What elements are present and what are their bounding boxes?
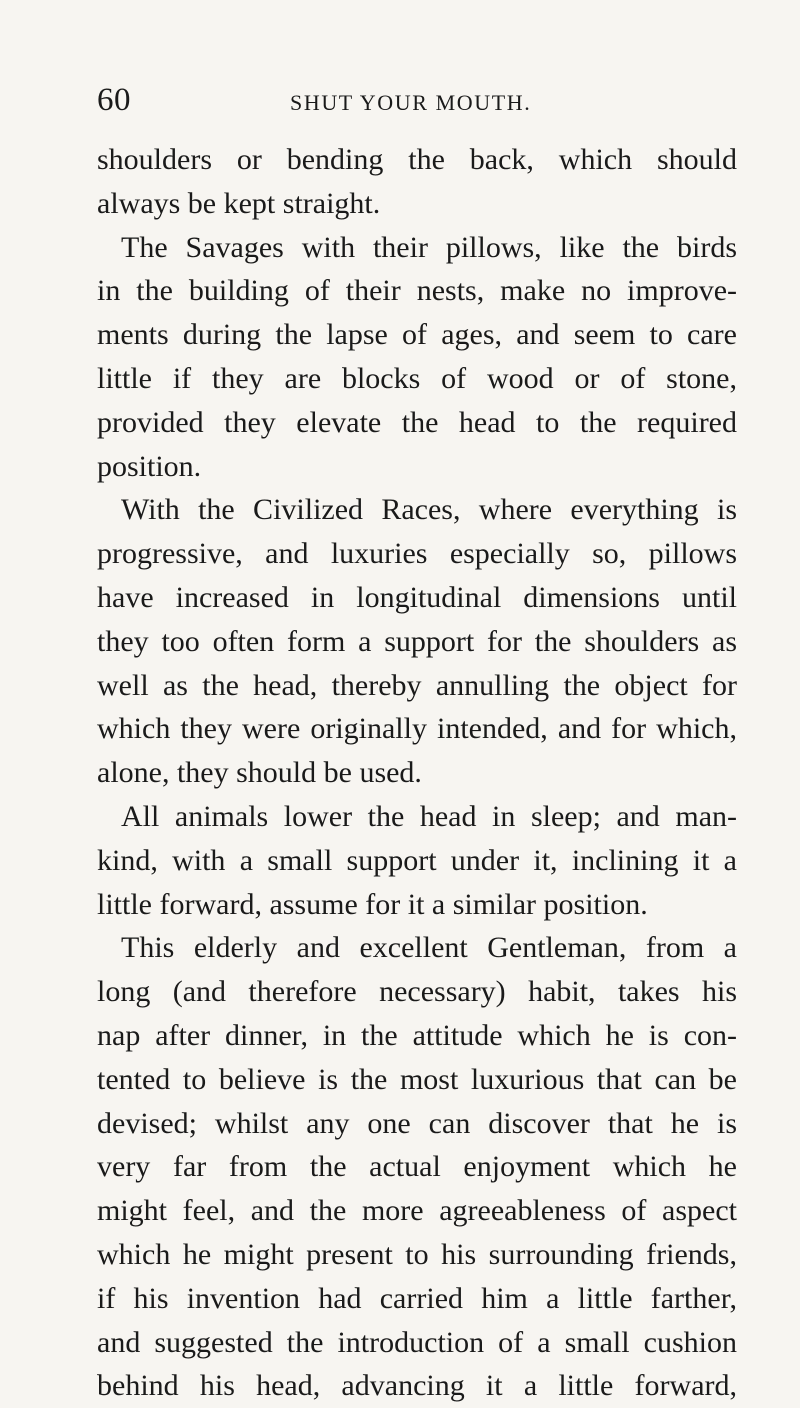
text-line: little if they are blocks of wood or of stone, [97,361,737,395]
text-line: shoulders or bending the back, which should [97,143,737,176]
text-line: and suggested the introduction of a small cushion [97,1325,737,1359]
text-line: provided they elevate the head to the required [97,405,737,439]
text-line: ments during the lapse of ages, and seem to care [97,318,737,352]
page-header [97,82,737,122]
text-line: kind, with a small support under it, inclining it a [97,843,737,877]
text-line: This elderly and excellent Gentleman, from a [121,931,737,965]
text-line: tented to believe is the most luxurious that can be [97,1062,737,1096]
text-line: position. [97,449,202,483]
text-line: in the building of their nests, make no improve- [97,274,737,308]
body-text [97,138,737,1408]
text-line: they too often form a support for the shoulders as [97,624,737,658]
text-line: might feel, and the more agreeableness of aspect [97,1194,737,1228]
text-line: progressive, and luxuries especially so, pillows [97,537,737,571]
text-line: The Savages with their pillows, like the birds [121,230,737,264]
text-line: nap after dinner, in the attitude which he is con- [97,1018,737,1052]
text-line: always be kept straight. [97,186,381,220]
text-line: alone, they should be used. [97,756,422,790]
text-line: All animals lower the head in sleep; and man- [121,799,737,833]
text-line: which they were originally intended, and for which, [97,712,737,746]
text-line: which he might present to his surrounding friends, [97,1237,737,1271]
text-line: With the Civilized Races, where everything is [121,493,737,527]
text-line: well as the head, thereby annulling the object for [97,668,737,702]
text-line: very far from the actual enjoyment which he [97,1150,737,1184]
text-line: behind his head, advancing it a little forward, [97,1369,737,1403]
text-line: long (and therefore necessary) habit, takes his [97,975,737,1009]
text-line: devised; whilst any one can discover that he is [97,1106,737,1140]
text-line: have increased in longitudinal dimensions until [97,580,737,614]
page-number: 60 [97,82,131,118]
text-line: little forward, assume for it a similar position. [97,887,648,921]
text-line: if his invention had carried him a little farther, [97,1281,737,1315]
running-head: SHUT YOUR MOUTH. [290,90,532,115]
